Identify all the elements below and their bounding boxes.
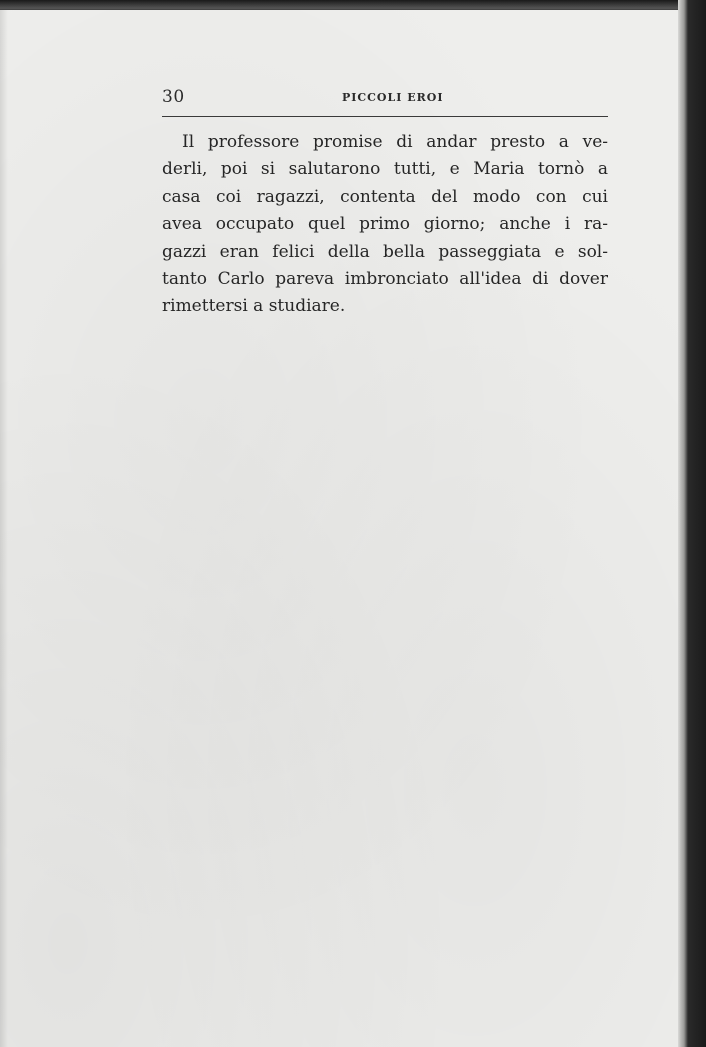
- book-spine-shadow: [678, 0, 706, 1047]
- text-line: derli, poi si salutarono tutti, e Maria tornò a: [162, 159, 608, 180]
- text-line: gazzi eran felici della bella passeggiata e sol-: [162, 241, 608, 262]
- header-rule: [162, 116, 608, 117]
- text-line: Il professore promise di andar presto a ve-: [182, 132, 608, 152]
- running-head: PICCOLI EROI: [342, 91, 444, 104]
- body-paragraph: [162, 129, 608, 321]
- text-line: casa coi ragazzi, contenta del modo con cui: [162, 186, 608, 207]
- text-line: rimettersi a studiare.: [162, 296, 346, 317]
- text-line: tanto Carlo pareva imbronciato all'idea di dover: [162, 268, 608, 289]
- text-line: avea occupato quel primo giorno; anche i ra-: [162, 214, 608, 235]
- page-number: 30: [162, 87, 185, 107]
- page-header: [162, 87, 607, 109]
- page-edge-shading: [0, 10, 8, 1047]
